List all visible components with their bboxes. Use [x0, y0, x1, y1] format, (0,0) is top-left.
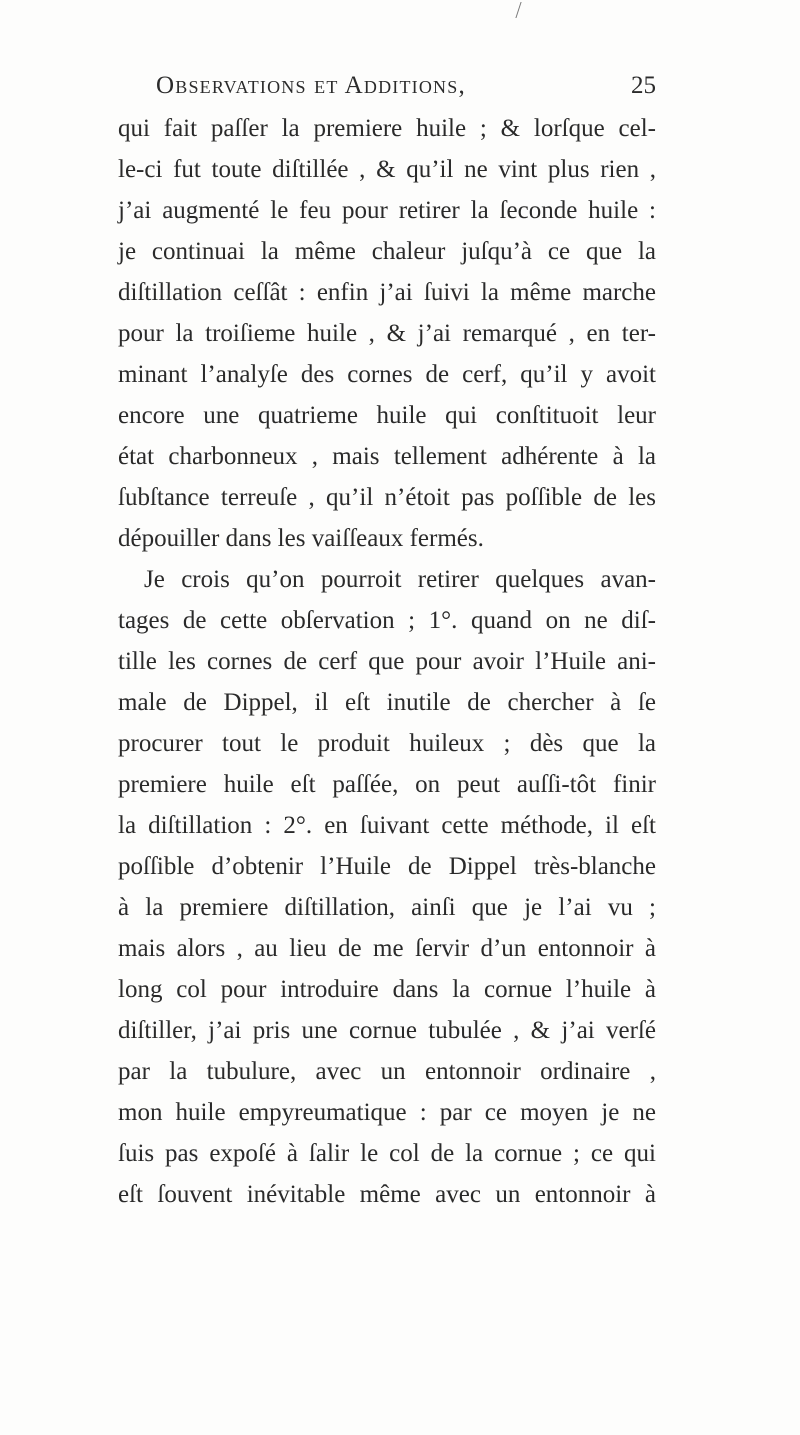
text-line: eſt ſouvent inévitable même avec un entonnoir à — [118, 1181, 656, 1208]
text-line: pour la troiſieme huile , & j’ai remarqué , en ter- — [118, 320, 656, 347]
text-line: je continuai la même chaleur juſqu’à ce que la — [118, 238, 656, 265]
text-line: ſuis pas expoſé à ſalir le col de la cornue ; ce qui — [118, 1140, 656, 1167]
text-line: diſtillation ceſſât : enfin j’ai ſuivi la même marche — [118, 279, 656, 306]
text-line: qui fait paſſer la premiere huile ; & lorſque cel- — [118, 115, 656, 142]
running-head: Observations et Additions, — [156, 72, 466, 99]
text-line: le-ci fut toute diſtillée , & qu’il ne vint plus rien , — [118, 156, 656, 183]
text-line: à la premiere diſtillation, ainſi que je l’ai vu ; — [118, 894, 656, 921]
text-line: Je crois qu’on pourroit retirer quelques avan- — [144, 566, 656, 593]
text-line: dépouiller dans les vaiſſeaux fermés. — [118, 525, 484, 552]
text-line: mais alors , au lieu de me ſervir d’un entonnoir à — [118, 935, 656, 962]
text-line: mon huile empyreumatique : par ce moyen je ne — [118, 1099, 656, 1126]
text-line: ſubſtance terreuſe , qu’il n’étoit pas poſſible de les — [118, 484, 656, 511]
text-line: encore une quatrieme huile qui conſtituoit leur — [118, 402, 656, 429]
text-line: la diſtillation : 2°. en ſuivant cette méthode, il eſt — [118, 812, 656, 839]
text-line: par la tubulure, avec un entonnoir ordinaire , — [118, 1058, 656, 1085]
text-line: diſtiller, j’ai pris une cornue tubulée , & j’ai verſé — [118, 1017, 656, 1044]
text-line: male de Dippel, il eſt inutile de chercher à ſe — [118, 689, 656, 716]
text-line: premiere huile eſt paſſée, on peut auſſi-tôt finir — [118, 771, 656, 798]
page-edge-mark — [515, 2, 525, 18]
text-line: j’ai augmenté le feu pour retirer la ſeconde huile : — [118, 197, 656, 224]
text-line: procurer tout le produit huileux ; dès que la — [118, 730, 656, 757]
text-line: minant l’analyſe des cornes de cerf, qu’il y avoit — [118, 361, 656, 388]
text-line: poſſible d’obtenir l’Huile de Dippel très-blanche — [118, 853, 656, 880]
text-line: état charbonneux , mais tellement adhérente à la — [118, 443, 656, 470]
text-line: tille les cornes de cerf que pour avoir l’Huile ani- — [118, 648, 656, 675]
text-line: tages de cette obſervation ; 1°. quand on ne diſ- — [118, 607, 656, 634]
page-number: 25 — [631, 72, 656, 99]
text-line: long col pour introduire dans la cornue l’huile à — [118, 976, 656, 1003]
body-text — [118, 108, 656, 1215]
